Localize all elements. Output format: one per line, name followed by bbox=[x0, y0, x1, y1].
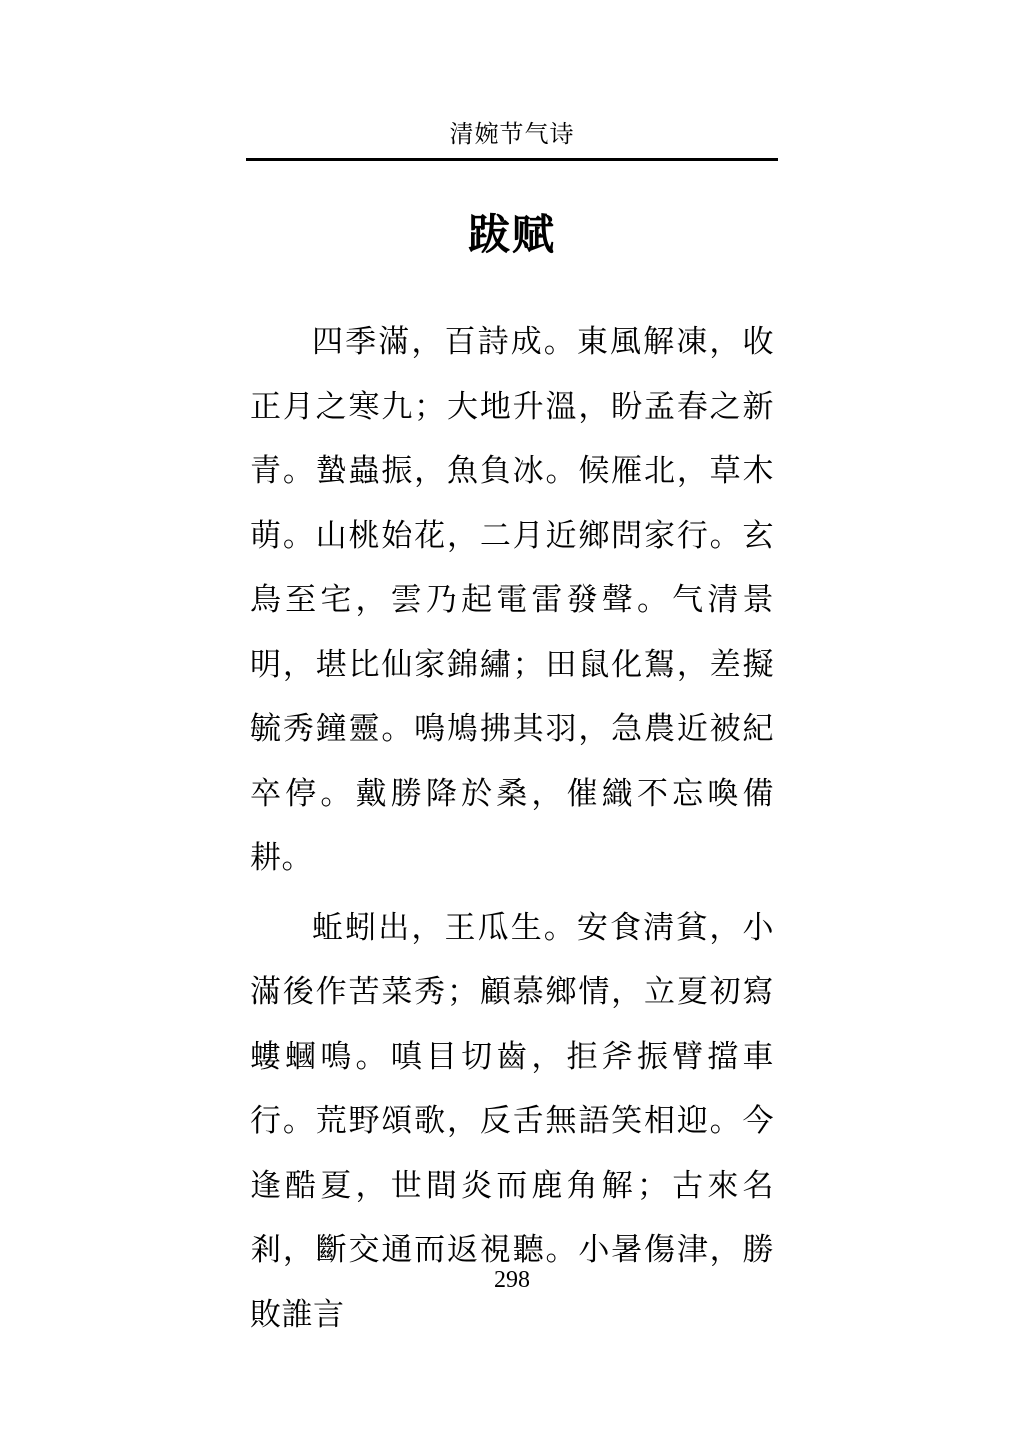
running-head-title: 清婉节气诗 bbox=[449, 120, 575, 148]
paragraph-2: 蚯蚓出，王瓜生。安食淸貧，小滿後作苦菜秀；顧慕鄉情，立夏初寫螻蟈鳴。嗔目切齒，拒斧振臂擋車行。荒野頌歌，反舌無語笑相迎。今逢酷夏，世間炎而鹿角解；古來名剎，斷交通而返視聽。小暑傷津，勝敗誰言 bbox=[250, 909, 774, 1333]
page-number: 298 bbox=[494, 1267, 530, 1293]
article-body bbox=[250, 310, 774, 1347]
header-rule bbox=[246, 158, 778, 161]
article-title: 跋赋 bbox=[467, 210, 556, 259]
paragraph-1: 四季滿，百詩成。東風解凍，收正月之寒九；大地升溫，盼孟春之新青。蟄蟲振，魚負冰。候雁北，草木萌。山桃始花，二月近鄉問家行。玄鳥至宅，雲乃起電雷發聲。气清景明，堪比仙家錦繡；田鼠化鴽，差擬毓秀鐘靈。鳴鳩拂其羽，急農近被紀卒停。戴勝降於桑，催織不忘喚備耕。 bbox=[250, 324, 774, 876]
